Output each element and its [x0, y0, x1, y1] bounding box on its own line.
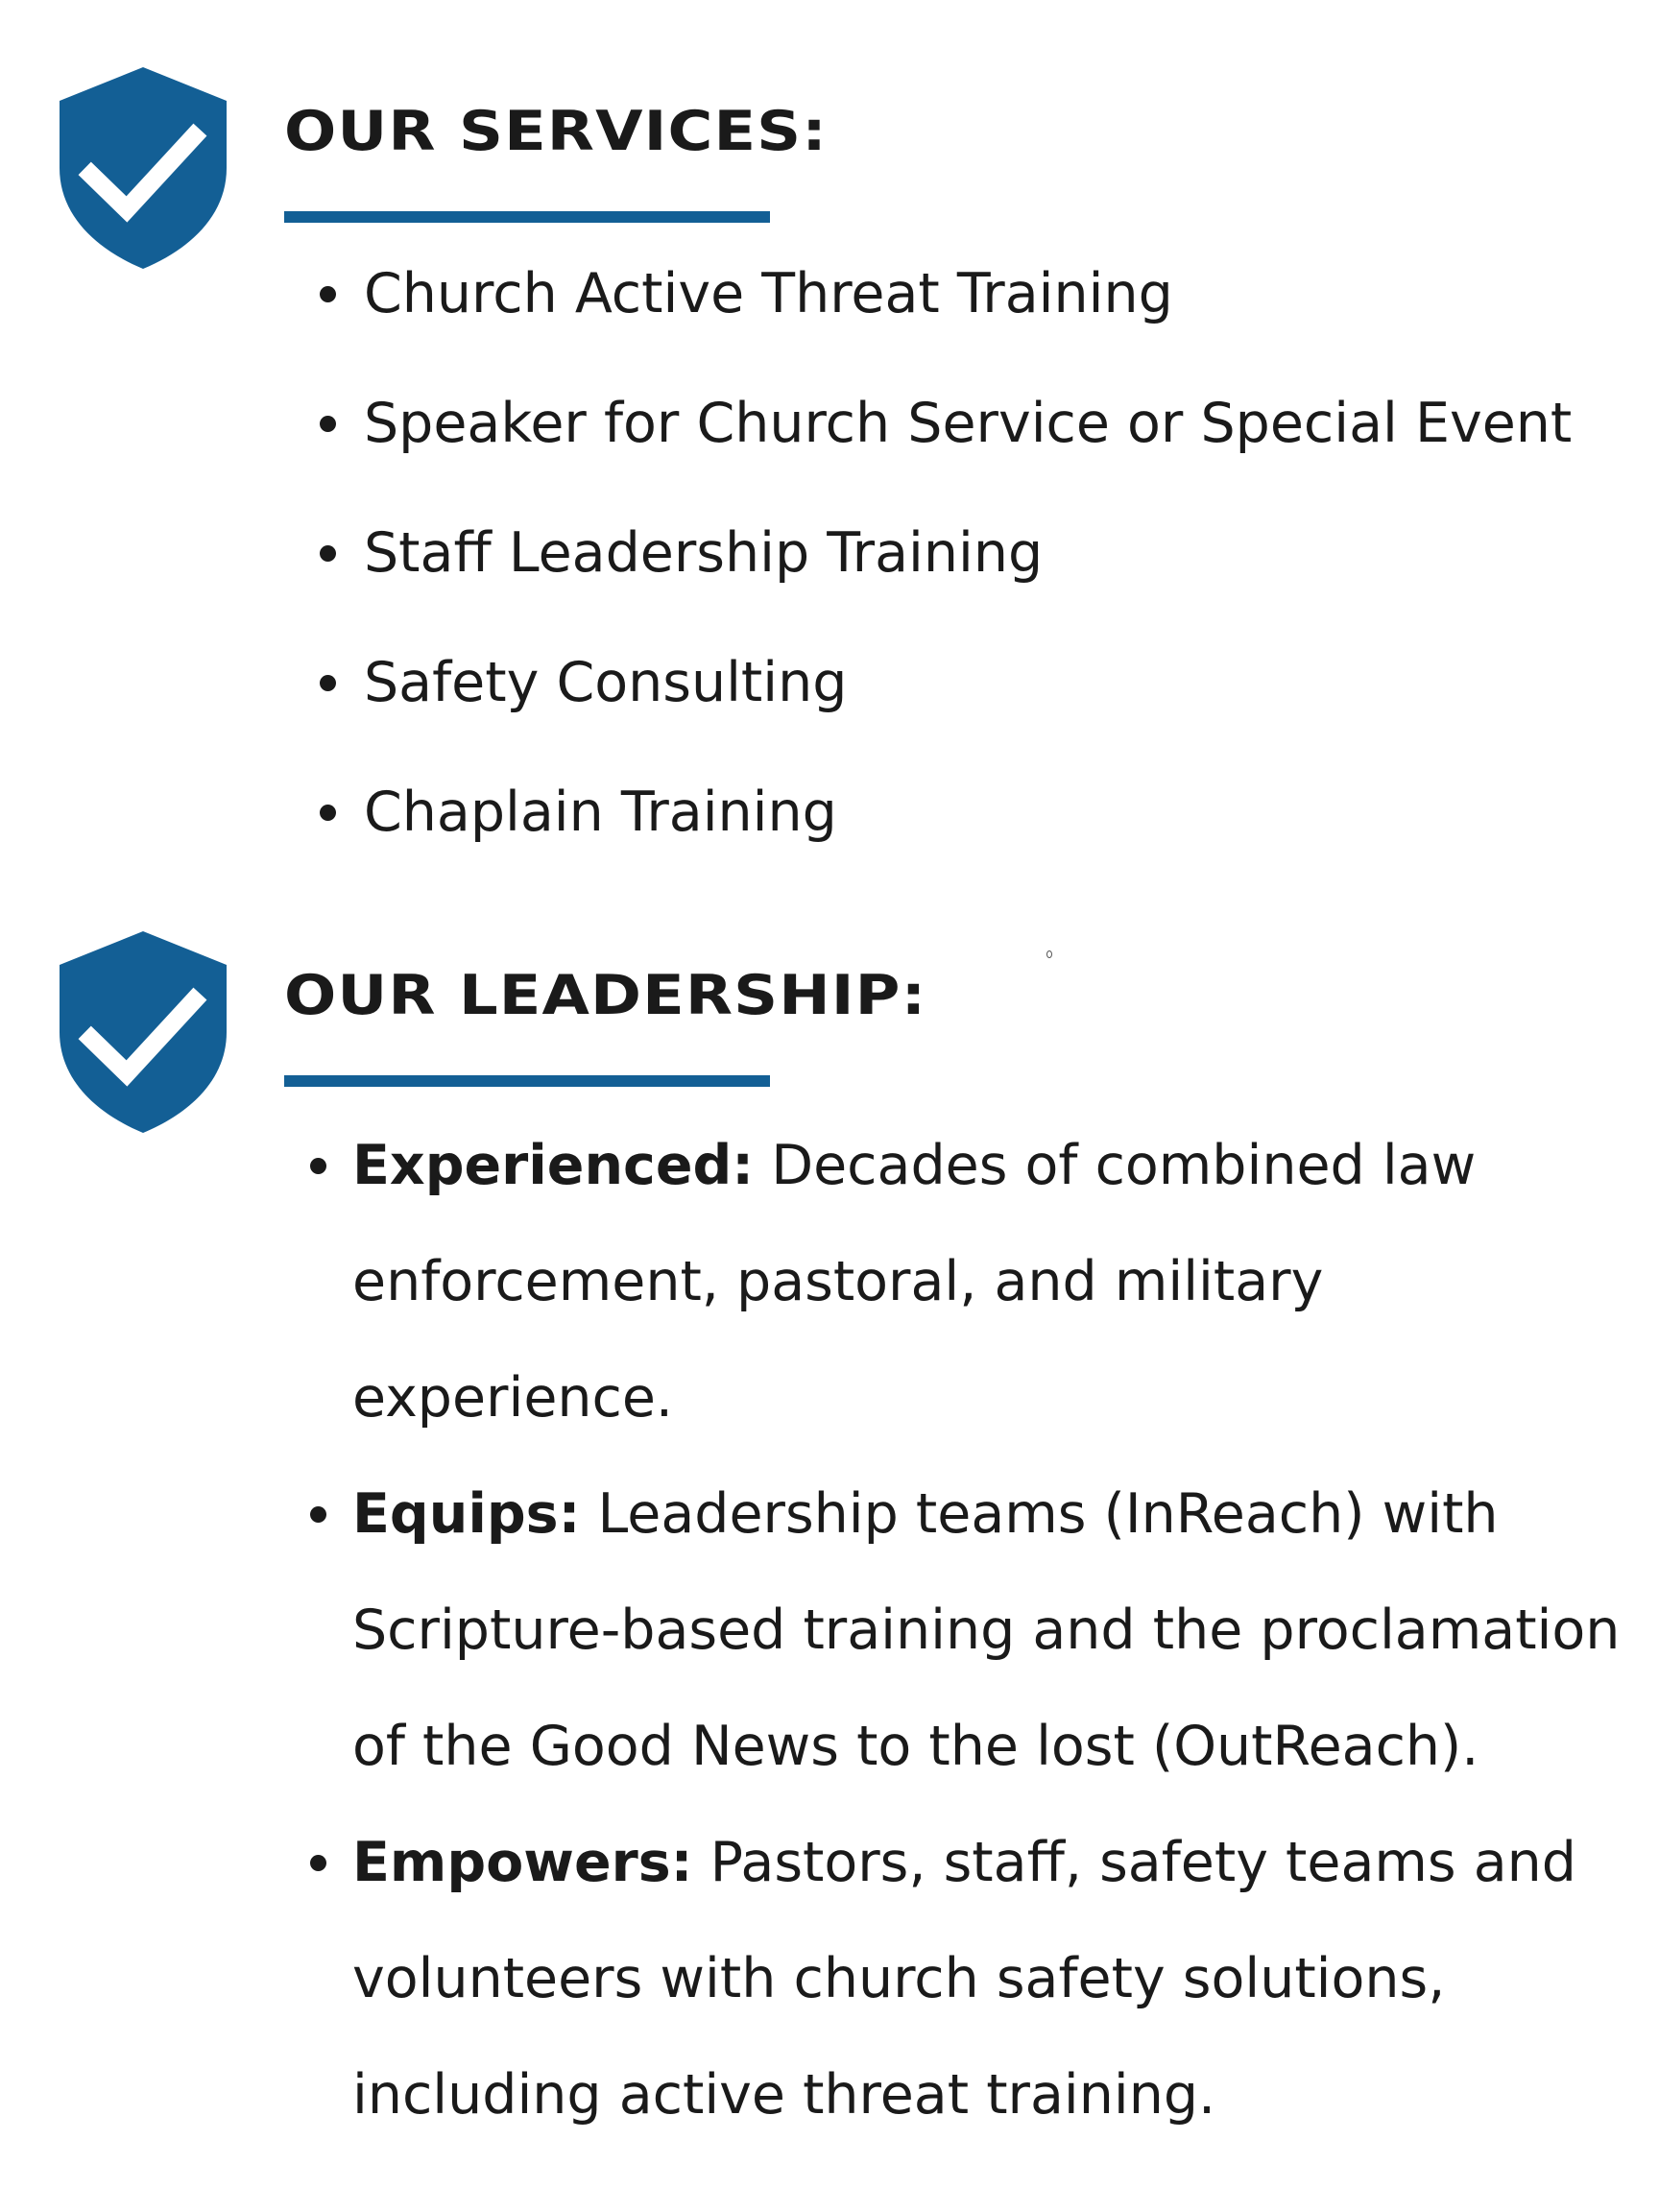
services-item-label: Staff Leadership Training — [364, 521, 1044, 585]
services-heading-underline — [284, 211, 770, 223]
services-list-item — [314, 259, 1572, 389]
services-item-label: Safety Consulting — [364, 651, 848, 714]
bullet-icon — [320, 675, 336, 691]
leadership-item-text: Decades of combined law enforcement, pastoral, and military experience. — [352, 1134, 1477, 1430]
bullet-icon — [310, 1855, 326, 1871]
bullet-icon — [320, 416, 336, 432]
stray-mark — [1046, 950, 1052, 958]
services-item-label: Church Active Threat Training — [364, 262, 1173, 325]
leadership-list-item — [305, 1805, 1629, 2153]
leadership-item-text: Pastors, staff, safety teams and volunteers with church safety solutions, including active threat training. — [352, 1831, 1576, 2127]
leadership-item-term: Empowers: — [352, 1831, 693, 1894]
services-heading: OUR SERVICES: — [284, 100, 828, 163]
leadership-list — [305, 1108, 1629, 2153]
leadership-item-term: Equips: — [352, 1482, 581, 1546]
bullet-icon — [320, 545, 336, 562]
bullet-icon — [310, 1158, 326, 1174]
services-list-item — [314, 778, 1572, 907]
leadership-heading-underline — [284, 1075, 770, 1087]
services-list — [314, 259, 1572, 907]
bullet-icon — [320, 286, 336, 302]
services-item-label: Chaplain Training — [364, 781, 837, 844]
services-list-item — [314, 518, 1572, 648]
leadership-item-text: Leadership teams (InReach) with Scripture-based training and the proclamation of the Good News to the lost (OutReach). — [352, 1482, 1621, 1778]
services-list-item — [314, 648, 1572, 778]
bullet-icon — [320, 805, 336, 821]
bullet-icon — [310, 1506, 326, 1523]
leadership-list-item — [305, 1456, 1629, 1805]
leadership-heading: OUR LEADERSHIP: — [284, 964, 927, 1027]
leadership-item-term: Experienced: — [352, 1134, 755, 1197]
leadership-list-item — [305, 1108, 1629, 1456]
services-list-item — [314, 389, 1572, 518]
shield-check-icon — [60, 931, 227, 1133]
services-item-label: Speaker for Church Service or Special Event — [364, 392, 1573, 455]
shield-check-icon — [60, 67, 227, 269]
